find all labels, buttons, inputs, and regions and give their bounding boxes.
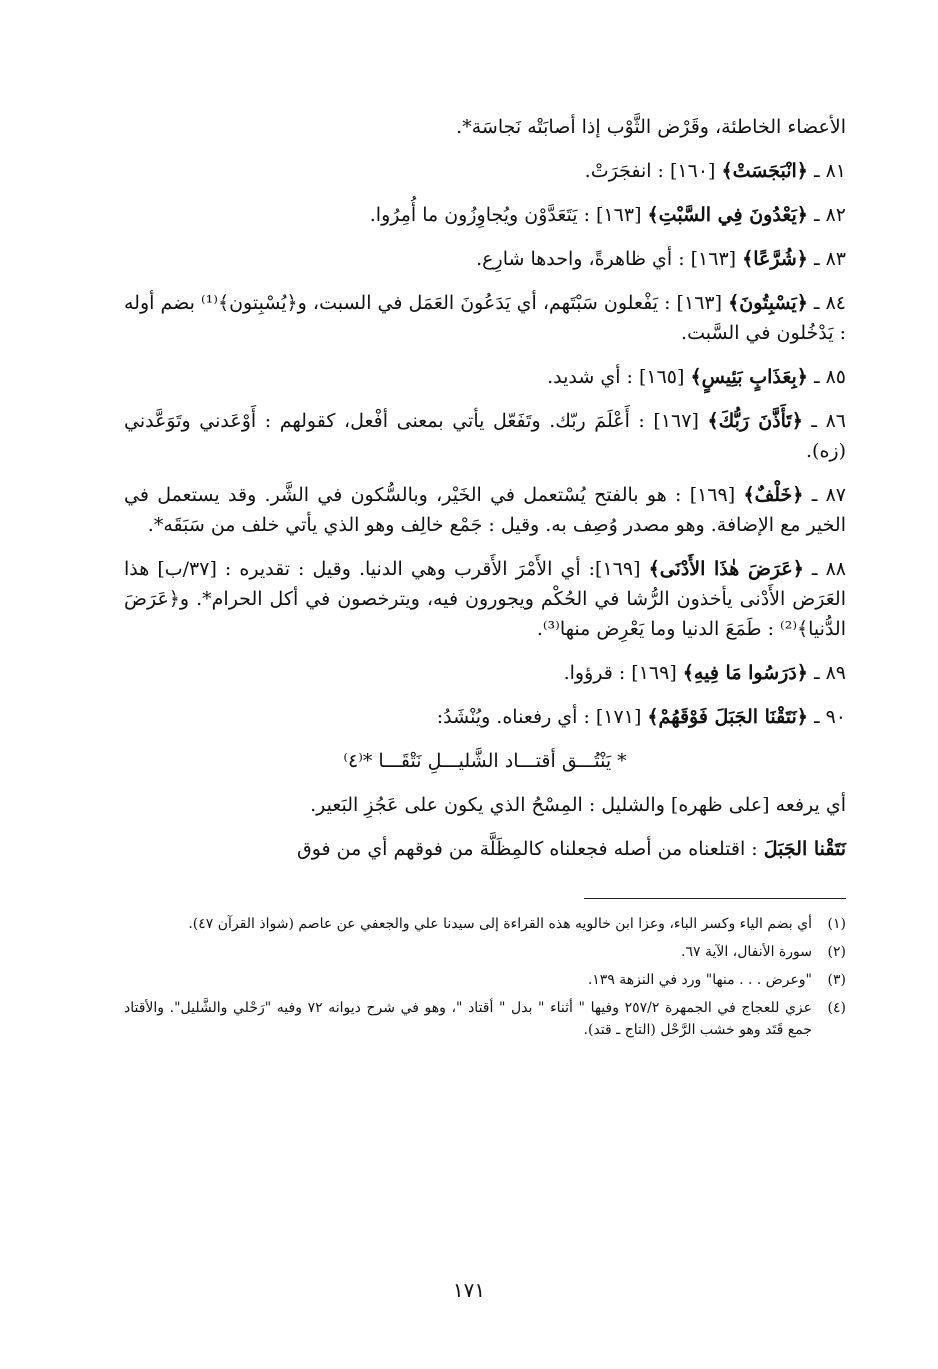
- footnote-text: عزي للعجاج في الجمهرة ٢٥٧/٢ وفيها " أثناء " بدل " أقتاد "، وهو في شرح ديوانه ٧٢ وفيه "رَحْلي والشَّليل". والأقتاد جمع قَتَد وهو خشب الرَّحْل (التاج ـ قتد).: [124, 1000, 812, 1038]
- quran-word: ﴿نَتَقْنَا الجَبَلَ فَوْقَهُمْ﴾: [647, 706, 808, 728]
- entry-88: ٨٨ ـ ﴿عَرَضَ هٰذَا الأَدْنَى﴾ [١٦٩]: أي الأَمْرَ الأَقرب وهي الدنيا. وقيل : تقديره : [٣٧/ب] هذا العَرَض الأَدْنى يأخذون الرُّشا في الحُكْم ويجورون فيه، ويترخصون في أكل الحرام*. و﴿عَرَضَ الدُّنيا﴾⁽²⁾ : طَمَعَ الدنيا وما يَعْرِض منها⁽³⁾.: [124, 558, 846, 640]
- quran-word: ﴿تَأَذَّنَ رَبُّكَ﴾: [707, 410, 803, 432]
- quran-word: ﴿يَسْبِتُونَ﴾: [728, 292, 808, 314]
- poetry-verse: * يَنْتُـــق أقتـــاد الشَّليـــلِ نَتْقَـــا *⁽٤⁾: [343, 750, 627, 772]
- entry-87: ٨٧ ـ ﴿خَلْفٌ﴾ [١٦٩] : هو بالفتح يُسْتعمل في الخَيْر، وبالسُّكون في الشَّر. وقد يستعمل في الخير مع الإضافة. وهو مصدر وُصِف به. وقيل : جَمْع خالِف وهو الذي يأتي خلف من سَبَقَه*.: [124, 484, 846, 536]
- quran-word: ﴿عَرَضَ هٰذَا الأَدْنَى﴾: [648, 558, 804, 580]
- footnote-number: (١): [827, 916, 846, 932]
- entry-89: ٨٩ ـ ﴿دَرَسُوا مَا فِيهِ﴾ [١٦٩] : قرؤوا.: [563, 662, 846, 684]
- main-text: [124, 112, 846, 864]
- page-number: ١٧١: [452, 1278, 486, 1302]
- quran-word: ﴿خَلْفٌ﴾: [743, 484, 804, 506]
- footnote-divider: [584, 898, 846, 899]
- quran-word: نَتَقْنا الجَبَلَ: [763, 838, 846, 860]
- quran-word: ﴿بِعَذَابٍ بَئِيسٍ﴾: [690, 366, 808, 388]
- footnotes: [124, 913, 846, 1041]
- quran-word: ﴿شُرَّعًا﴾: [742, 248, 808, 270]
- quran-word: ﴿انْبَجَسَتْ﴾: [721, 160, 808, 182]
- quran-word: ﴿دَرَسُوا مَا فِيهِ﴾: [682, 662, 808, 684]
- footnote-text: أي بضم الياء وكسر الباء، وعزا ابن خالويه هذه القراءة إلى سيدنا علي والجعفي عن عاصم (شواذ القرآن ٤٧).: [188, 916, 812, 932]
- entry-81: ٨١ ـ ﴿انْبَجَسَتْ﴾ [١٦٠] : انفجَرَتْ.: [584, 160, 846, 182]
- entry-83: ٨٣ ـ ﴿شُرَّعًا﴾ [١٦٣] : أي ظاهرةً، واحدها شارِع.: [476, 248, 846, 270]
- entry-84: ٨٤ ـ ﴿يَسْبِتُونَ﴾ [١٦٣] : يَفْعلون سَبْتَهم، أي يَدَعُونَ العَمَل في السبت، و﴿يُسْبِتون﴾⁽¹⁾ بضم أوله : يَدْخُلون في السَّبت.: [124, 292, 846, 344]
- entry-90-continuation: نَتَقْنا الجَبَلَ : اقتلعناه من أصله فجعلناه كالمِظَلَّة من فوقهم أي من فوق: [296, 838, 846, 860]
- quran-word: ﴿يَعْدُونَ فِي السَّبْتِ﴾: [647, 204, 808, 226]
- footnote-number: (٣): [827, 972, 846, 988]
- footnote-text: سورة الأنفال، الآية ٦٧.: [681, 944, 812, 960]
- footnote-number: (٢): [827, 944, 846, 960]
- entry-86: ٨٦ ـ ﴿تَأَذَّنَ رَبُّكَ﴾ [١٦٧] : أَعْلَمَ ربّك. وتَفَعّل يأتي بمعنى أفْعل، كقولهم : أَوْعَدني وتَوَعَّدني (زه).: [124, 410, 846, 462]
- footnote: [124, 913, 846, 935]
- entry-82: ٨٢ ـ ﴿يَعْدُونَ فِي السَّبْتِ﴾ [١٦٣] : يَتَعَدَّوْن ويُجاوِزُون ما أُمِرُوا.: [369, 204, 846, 226]
- footnote-number: (٤): [827, 1000, 846, 1016]
- entry-continuation: الأعضاء الخاطئة، وقَرْض الثَّوْب إذا أصابَتْه نَجاسَة*.: [456, 116, 846, 138]
- footnote-text: "وعرض . . . منها" ورد في النزهة ١٣٩.: [587, 972, 812, 988]
- footnote: [124, 997, 846, 1041]
- entry-90: ٩٠ ـ ﴿نَتَقْنَا الجَبَلَ فَوْقَهُمْ﴾ [١٧١] : أي رفعناه. ويُنْشَدُ:: [436, 706, 846, 728]
- entry-85: ٨٥ ـ ﴿بِعَذَابٍ بَئِيسٍ﴾ [١٦٥] : أي شديد.: [547, 366, 846, 388]
- footnote: [124, 969, 846, 991]
- entry-90-explanation: أي يرفعه [على ظهره] والشليل : المِسْحُ الذي يكون على عَجُزِ البَعير.: [310, 794, 846, 816]
- footnote: [124, 941, 846, 963]
